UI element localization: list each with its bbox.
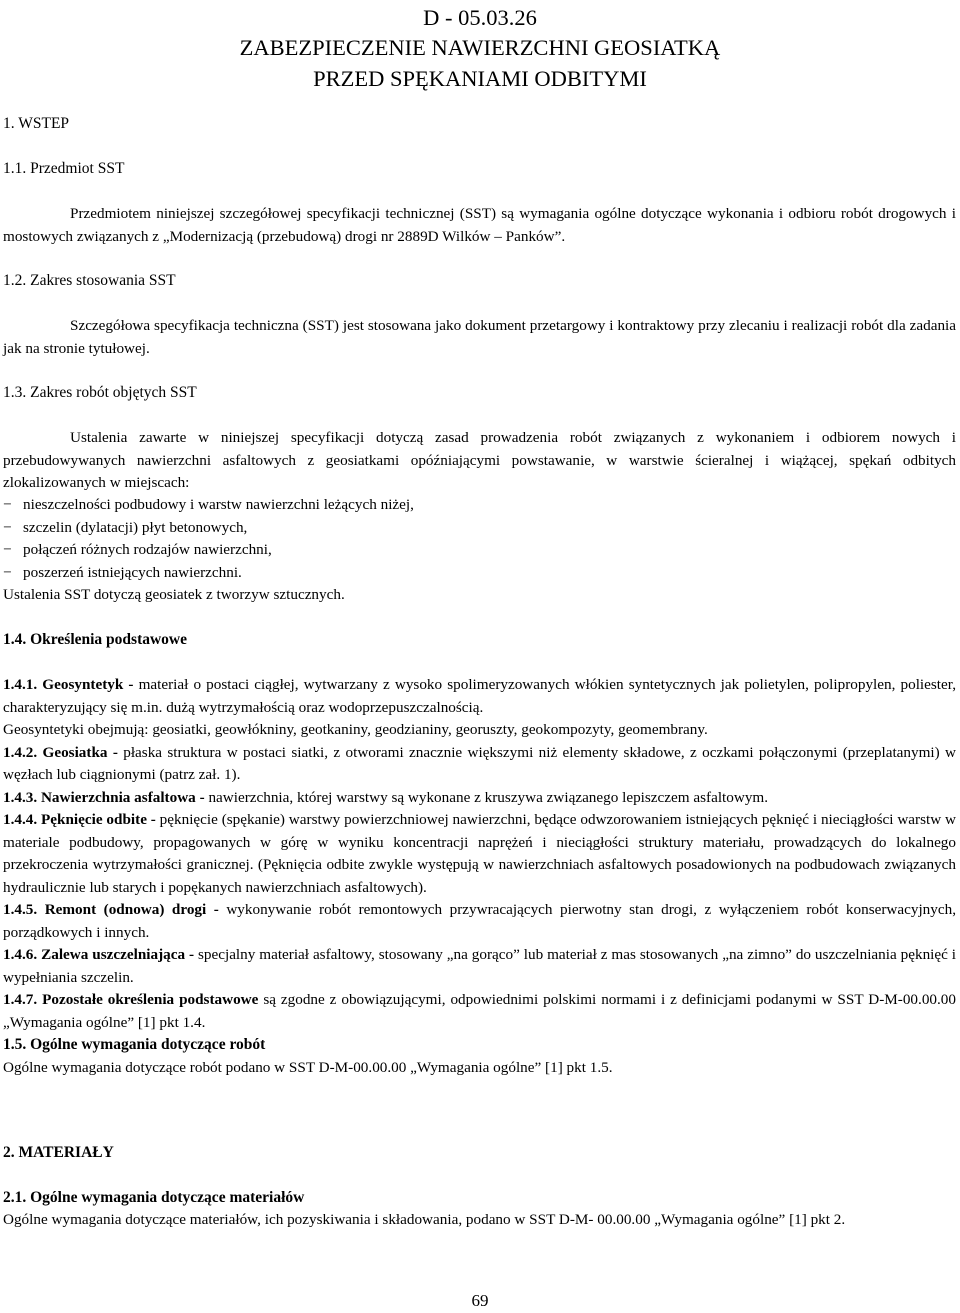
section-1-3-text: Ustalenia zawarte w niniejszej specyfikacji dotyczą zasad prowadzenia robót związanych z wykonaniem i odbiorem nowych i przebudowywanych nawierzchni asfaltowych z geosiatkami opóźniającymi powstawanie, w warstwie ścieralnej i wiążącej, spękań odbitych zlokalizowanych w miejscach: [3, 429, 956, 491]
section-1-3-list [3, 494, 956, 584]
section-2-1-heading: 2.1. Ogólne wymagania dotyczące materiałów [3, 1189, 305, 1206]
section-2-1-text: Ogólne wymagania dotyczące materiałów, ich pozyskiwania i składowania, podano w SST D-M- 00.00.00 „Wymagania ogólne” [1] pkt 2. [3, 1211, 846, 1228]
section-1-3-heading: 1.3. Zakres robót objętych SST [3, 384, 197, 401]
section-1-5-heading: 1.5. Ogólne wymagania dotyczące robót [3, 1036, 266, 1053]
spec-code: D - 05.03.26 [423, 5, 537, 30]
section-1-heading: 1. WSTEP [3, 115, 70, 132]
section-1-3-after: Ustalenia SST dotyczą geosiatek z tworzyw sztucznych. [3, 586, 345, 603]
section-2-heading: 2. MATERIAŁY [3, 1144, 114, 1161]
list-item: − nieszczelności podbudowy i warstw nawierzchni leżących niżej, [3, 494, 956, 517]
definitions [3, 674, 956, 1079]
definition-1-4-4: 1.4.4. Pęknięcie odbite - pęknięcie (spękanie) warstwy powierzchniowej nawierzchni, będące odwzorowaniem istniejących pęknięć i nieciągłości warstw w materiale podbudowy, propagowanych w górę w wyniku koncentracji naprężeń i nieciągłości struktury materiału, prowadzących do lokalnego przekroczenia wytrzymałości granicznej. (Pęknięcia odbite zwykle występują w nawierzchniach asfaltowych posadowionych na podbudowach związanych hydraulicznie lub starych i popękanych nawierzchniach asfaltowych). [3, 811, 956, 896]
list-item: − połączeń różnych rodzajów nawierzchni, [3, 539, 956, 562]
section-1-2-text: Szczegółowa specyfikacja techniczna (SST) jest stosowana jako dokument przetargowy i kontraktowy przy zlecaniu i realizacji robót dla zadania jak na stronie tytułowej. [3, 317, 956, 357]
page-number: 69 [471, 1291, 489, 1310]
section-1-1-heading: 1.1. Przedmiot SST [3, 160, 125, 177]
definition-1-4-3: 1.4.3. Nawierzchnia asfaltowa - nawierzchnia, której warstwy są wykonane z kruszywa związanego lepiszczem asfaltowym. [3, 788, 769, 806]
section-1-1-text: Przedmiotem niniejszej szczegółowej specyfikacji technicznej (SST) są wymagania ogólne dotyczące wykonania i odbioru robót drogowych i mostowych związanych z „Modernizacją (przebudową) drogi nr 2889D Wilków ‒ Panków”. [3, 205, 956, 245]
definition-geosyntetyki: Geosyntetyki obejmują: geosiatki, geowłókniny, geotkaniny, geodzianiny, georuszty, geokompozyty, geomembrany. [3, 721, 708, 738]
spec-title-line2: PRZED SPĘKANIAMI ODBITYMI [313, 66, 647, 91]
list-item: − szczelin (dylatacji) płyt betonowych, [3, 517, 956, 540]
section-1-5-text: Ogólne wymagania dotyczące robót podano w SST D-M-00.00.00 „Wymagania ogólne” [1] pkt 1.5. [3, 1058, 613, 1076]
definition-1-4-2: 1.4.2. Geosiatka - płaska struktura w postaci siatki, z otworami znacznie większymi niż elementy składowe, z oczkami połączonymi (przeplatanymi) w węzłach lub ciągnionymi (patrz zał. 1). [3, 743, 956, 783]
definition-1-4-7: 1.4.7. Pozostałe określenia podstawowe są zgodne z obowiązującymi, odpowiednimi polskimi normami i z definicjami podanymi w SST D-M-00.00.00 „Wymagania ogólne” [1] pkt 1.4. [3, 991, 956, 1031]
section-1-2-heading: 1.2. Zakres stosowania SST [3, 272, 176, 289]
spec-title-line1: ZABEZPIECZENIE NAWIERZCHNI GEOSIATKĄ [239, 35, 721, 60]
section-1-4-heading: 1.4. Określenia podstawowe [3, 631, 188, 648]
definition-1-4-6: 1.4.6. Zalewa uszczelniająca - specjalny materiał asfaltowy, stosowany „na gorąco” lub materiał z mas stosowanych „na zimno” do uszczelniania pęknięć i wypełniania szczelin. [3, 946, 957, 986]
list-item: − poszerzeń istniejących nawierzchni. [3, 562, 956, 585]
definition-1-4-1: 1.4.1. Geosyntetyk - materiał o postaci ciągłej, wytwarzany z wysoko spolimeryzowanych włókien syntetycznych jak polietylen, polipropylen, poliester, charakteryzujący się m.in. dużą wytrzymałością oraz wodoprzepuszczalnością. [3, 676, 956, 716]
definition-1-4-5: 1.4.5. Remont (odnowa) drogi - wykonywanie robót remontowych przywracających pierwotny stan drogi, z wyłączeniem robót konserwacyjnych, porządkowych i innych. [3, 901, 956, 941]
